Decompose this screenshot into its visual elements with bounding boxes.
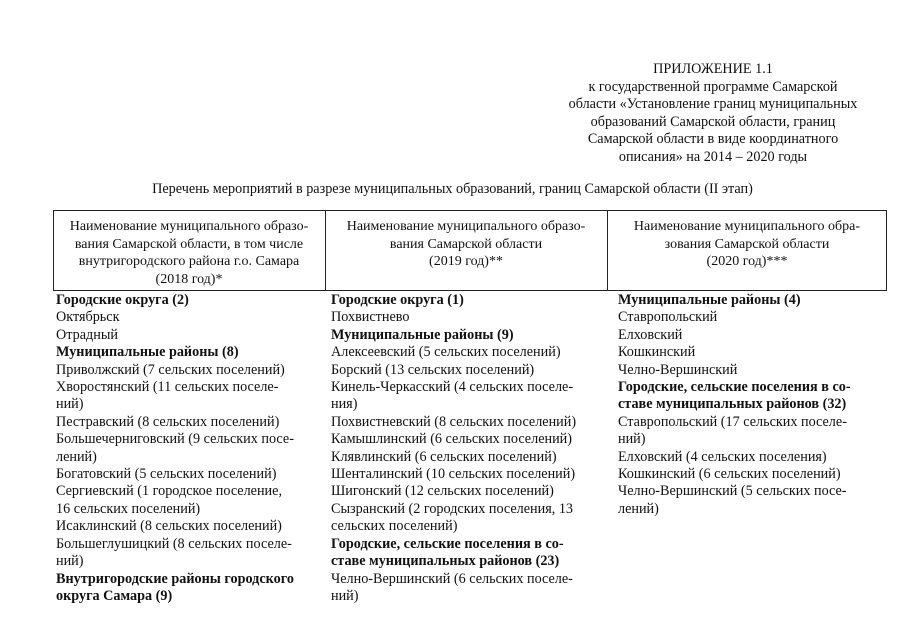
list-item: сельских поселений)	[331, 518, 458, 535]
header-line: Наименование муниципального образо-	[346, 219, 586, 234]
list-item: Сергиевский (1 городское поселение,	[56, 483, 282, 500]
list-item: ний)	[618, 431, 646, 448]
list-item: лений)	[56, 448, 97, 465]
section-heading: Муниципальные районы (4)	[618, 292, 801, 308]
header-line: Наименование муниципального обра-	[633, 219, 861, 234]
section-heading: округа Самара (9)	[56, 587, 173, 604]
list-item: Клявлинский (6 сельских поселений)	[331, 448, 557, 465]
list-item: Большечерниговский (9 сельских посе-	[56, 431, 294, 448]
appendix-line: Самарской области в виде координатного	[587, 131, 839, 148]
header-cell-2018	[53, 210, 325, 290]
list-item: Сызранский (2 городских поселения, 13	[331, 500, 574, 517]
list-item: Ставропольский	[618, 309, 718, 326]
list-item: ний)	[331, 587, 359, 604]
list-item: Похвистнево	[331, 309, 410, 326]
appendix-line: образований Самарской области, границ	[590, 113, 836, 130]
list-item: Борский (13 сельских поселений)	[331, 361, 535, 378]
header-line: (2019 год)**	[429, 254, 503, 269]
list-item: 16 сельских поселений)	[56, 500, 201, 517]
appendix-line: ПРИЛОЖЕНИЕ 1.1	[653, 61, 773, 77]
list-item: Шенталинский (10 сельских поселений)	[331, 466, 576, 483]
column-2019-list	[331, 292, 576, 605]
section-heading: Городские округа (2)	[56, 292, 189, 308]
section-heading: Городские, сельские поселения в со-	[618, 379, 851, 396]
section-heading: ставе муниципальных районов (23)	[331, 553, 560, 570]
section-heading: Городские округа (1)	[331, 292, 464, 308]
list-item: Кошкинский (6 сельских поселений)	[618, 466, 841, 483]
header-cell-2019	[325, 210, 607, 290]
list-item: ний)	[56, 553, 84, 570]
list-item: Кошкинский	[618, 344, 696, 361]
list-item: Богатовский (5 сельских поселений)	[56, 466, 277, 483]
list-item: Челно-Вершинский	[618, 361, 738, 378]
header-cell-2020	[607, 210, 887, 290]
list-item: Большеглушицкий (8 сельских поселе-	[56, 535, 292, 552]
header-line: внутригородского района г.о. Самара	[78, 254, 300, 269]
appendix-line: области «Установление границ муниципальных	[568, 96, 858, 113]
list-item: Исаклинский (8 сельских поселений)	[56, 518, 282, 535]
list-item: Кинель-Черкасский (4 сельских поселе-	[331, 379, 574, 396]
list-item: ний)	[56, 396, 84, 413]
appendix-line: к государственной программе Самарской	[588, 78, 838, 95]
appendix-line: описания» на 2014 – 2020 годы	[618, 148, 808, 165]
document-title: Перечень мероприятий в разрезе муниципальных образований, границ Самарской области (II этап)	[152, 181, 753, 197]
appendix-block	[553, 61, 873, 167]
list-item: ния)	[331, 396, 358, 413]
section-heading: Муниципальные районы (8)	[56, 344, 239, 361]
list-item: Похвистневский (8 сельских поселений)	[331, 413, 577, 430]
list-item: Октябрьск	[56, 309, 120, 326]
list-item: Шигонский (12 сельских поселений)	[331, 483, 554, 500]
list-item: Ставропольский (17 сельских поселе-	[618, 413, 847, 430]
header-line: Наименование муниципального образо-	[69, 219, 309, 234]
list-item: Челно-Вершинский (5 сельских посе-	[618, 483, 847, 500]
list-item: Отрадный	[56, 326, 118, 343]
section-heading: Внутригородские районы городского	[56, 570, 294, 587]
list-item: лений)	[618, 500, 659, 517]
table-header	[53, 210, 887, 290]
list-item: Челно-Вершинский (6 сельских поселе-	[331, 570, 573, 587]
section-heading: ставе муниципальных районов (32)	[618, 396, 847, 413]
list-item: Камышлинский (6 сельских поселений)	[331, 431, 572, 448]
list-item: Елховский (4 сельских поселения)	[618, 448, 827, 465]
header-line: вания Самарской области	[389, 236, 543, 252]
list-item: Хворостянский (11 сельских поселе-	[56, 379, 279, 396]
column-2018-list	[56, 292, 294, 605]
header-line: зования Самарской области	[664, 236, 830, 252]
list-item: Приволжский (7 сельских поселений)	[56, 361, 285, 378]
list-item: Пестравский (8 сельских поселений)	[56, 413, 280, 430]
header-line: вания Самарской области, в том числе	[74, 236, 304, 252]
table-header-bottom-border	[53, 290, 887, 291]
column-2020-list	[618, 292, 851, 518]
section-heading: Городские, сельские поселения в со-	[331, 535, 564, 552]
list-item: Алексеевский (5 сельских поселений)	[331, 344, 561, 361]
header-line: (2018 год)*	[155, 271, 223, 287]
header-line: (2020 год)***	[706, 254, 788, 269]
list-item: Елховский	[618, 326, 683, 343]
section-heading: Муниципальные районы (9)	[331, 326, 514, 343]
